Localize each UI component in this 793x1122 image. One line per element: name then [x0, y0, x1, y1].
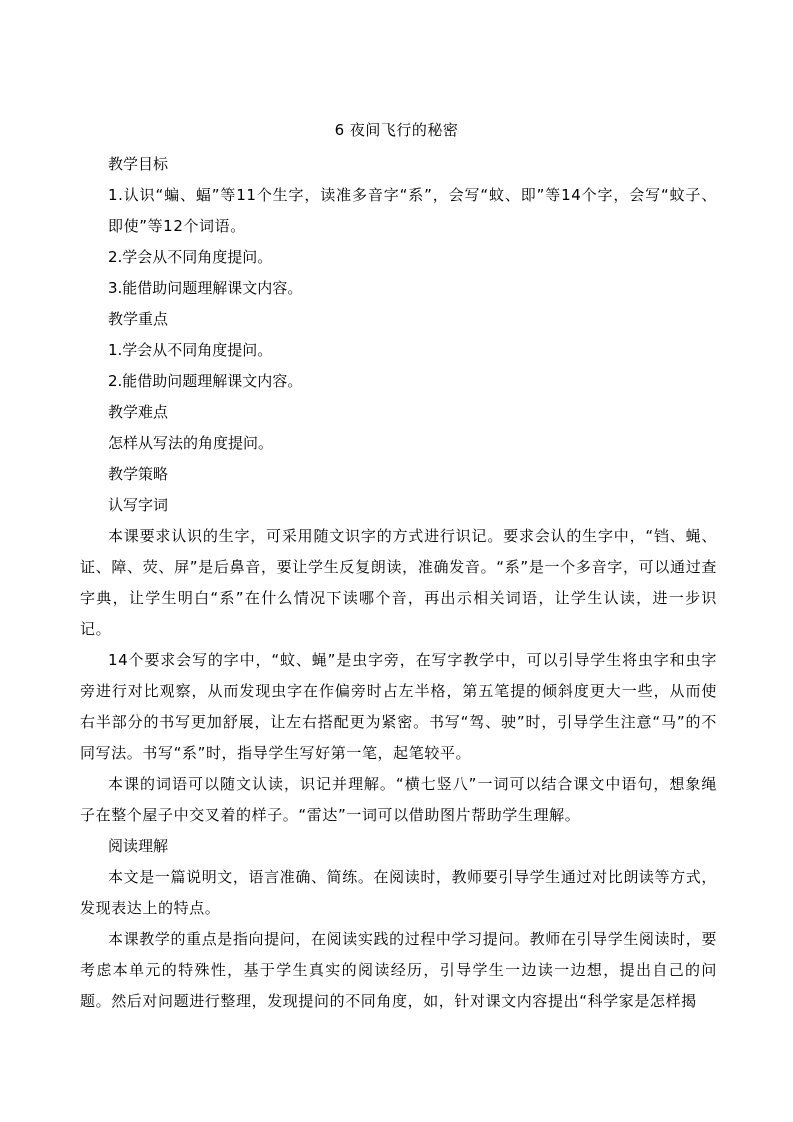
heading-teaching-strategy: 教学策略	[108, 465, 169, 483]
goal-item-1: 1.认识“蝙、蝠”等11个生字，读准多音字“系”，会写“蚊、即”等14个字，会写“蚊子、即使”等12个词语。	[108, 186, 717, 235]
goal-item-3: 3.能借助问题理解课文内容。	[108, 279, 303, 297]
literacy-paragraph-2: 14个要求会写的字中，“蚊、蝇”是虫字旁，在写字教学中，可以引导学生将虫字和虫字旁进行对比观察，从而发现虫字在作偏旁时占左半格，第五笔提的倾斜度更大一些，从而使右半部分的书写更加舒展，让左右搭配更为紧密。书写“驾、驶”时，引导学生注意“马”的不同写法。书写“系”时，指导学生写好第一笔，起笔较平。	[80, 651, 717, 762]
goal-item-2: 2.学会从不同角度提问。	[108, 248, 273, 266]
reading-paragraph-2: 本课教学的重点是指向提问，在阅读实践的过程中学习提问。教师在引导学生阅读时，要考虑本单元的特殊性，基于学生真实的阅读经历，引导学生一边读一边想，提出自己的问题。然后对问题进行整理，发现提问的不同角度，如，针对课文内容提出“科学家是怎样揭	[80, 930, 717, 1010]
subheading-literacy: 认写字词	[108, 496, 169, 514]
reading-paragraph-1: 本文是一篇说明文，语言准确、简练。在阅读时，教师要引导学生通过对比朗读等方式，发现表达上的特点。	[80, 868, 717, 917]
difficulty-item-1: 怎样从写法的角度提问。	[108, 434, 274, 452]
literacy-paragraph-1: 本课要求认识的生字，可采用随文识字的方式进行识记。要求会认的生字中，“铛、蝇、证、障、荧、屏”是后鼻音，要让学生反复朗读，准确发音。“系”是一个多音字，可以通过查字典，让学生明白“系”在什么情况下读哪个音，再出示相关词语，让学生认读，进一步识记。	[80, 527, 717, 638]
key-point-item-1: 1.学会从不同角度提问。	[108, 341, 273, 359]
literacy-paragraph-3: 本课的词语可以随文认读，识记并理解。“横七竖八”一词可以结合课文中语句，想象绳子在整个屋子中交叉着的样子。“雷达”一词可以借助图片帮助学生理解。	[80, 775, 717, 824]
subheading-reading: 阅读理解	[108, 837, 169, 855]
lesson-title: 6 夜间飞行的秘密	[334, 121, 459, 139]
lesson-body	[80, 149, 717, 1017]
heading-teaching-goals: 教学目标	[108, 155, 169, 173]
heading-difficulties: 教学难点	[108, 403, 169, 421]
heading-key-points: 教学重点	[108, 310, 169, 328]
key-point-item-2: 2.能借助问题理解课文内容。	[108, 372, 303, 390]
